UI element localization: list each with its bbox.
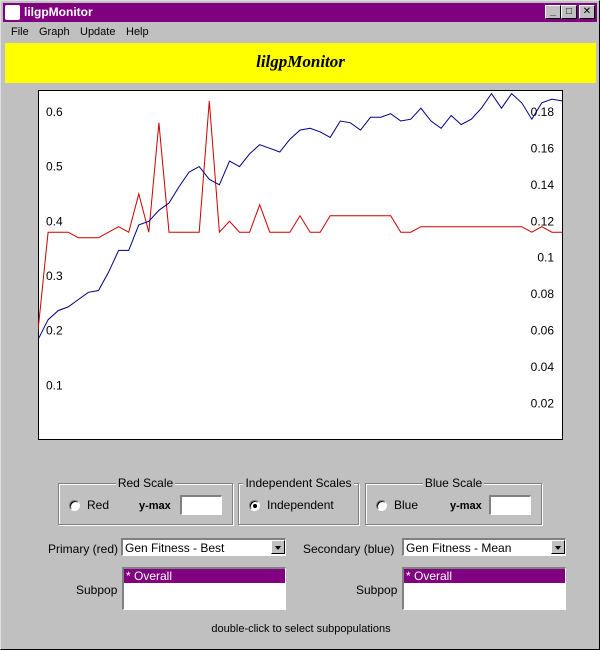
blue-radio-label: Blue — [394, 498, 419, 512]
list-item[interactable]: * Overall — [124, 569, 285, 583]
blue-radio[interactable] — [376, 500, 387, 511]
subpop-right-list[interactable] — [402, 567, 566, 610]
red-radio-label: Red — [87, 498, 110, 512]
red-scale-legend: Red Scale — [117, 476, 174, 490]
app-icon[interactable] — [5, 5, 20, 20]
red-ymax-input[interactable] — [180, 495, 222, 515]
right-tick-label: 0.18 — [530, 104, 554, 119]
secondary-select-value: Gen Fitness - Mean — [406, 541, 512, 555]
red-ymax-label: y-max — [139, 500, 171, 512]
left-tick-label: 0.2 — [46, 323, 63, 338]
chevron-down-icon[interactable] — [271, 540, 285, 554]
menu-update[interactable]: Update — [80, 26, 116, 38]
banner-title: lilgpMonitor — [256, 52, 345, 71]
window-title: lilgpMonitor — [24, 5, 93, 19]
chevron-down-icon[interactable] — [551, 540, 565, 554]
menu-bar — [3, 23, 597, 41]
blue-ymax-input[interactable] — [489, 495, 531, 515]
close-button[interactable]: ✕ — [579, 5, 595, 19]
chart-plot-area — [39, 91, 563, 440]
red-scale-group — [58, 476, 233, 525]
left-tick-label: 0.6 — [46, 104, 63, 119]
subpop-left-label: Subpop — [76, 583, 118, 597]
right-tick-label: 0.1 — [537, 250, 554, 265]
maximize-button[interactable]: □ — [561, 5, 577, 19]
banner — [5, 43, 596, 83]
right-tick-label: 0.14 — [530, 177, 554, 192]
fitness-chart — [38, 90, 563, 440]
independent-scales-group — [238, 476, 359, 525]
independent-scales-legend: Independent Scales — [245, 476, 352, 490]
right-tick-label: 0.02 — [530, 396, 554, 411]
primary-label: Primary (red) — [48, 542, 119, 556]
left-tick-label: 0.5 — [46, 159, 63, 174]
left-tick-label: 0.4 — [46, 214, 63, 229]
right-tick-label: 0.06 — [530, 323, 554, 338]
menu-help[interactable]: Help — [126, 26, 149, 38]
blue-ymax-label: y-max — [450, 500, 482, 512]
primary-select-value: Gen Fitness - Best — [125, 541, 225, 555]
subpop-right-label: Subpop — [356, 583, 398, 597]
title-bar[interactable] — [3, 3, 597, 22]
right-tick-label: 0.04 — [530, 360, 554, 375]
left-tick-label: 0.3 — [46, 268, 63, 283]
independent-radio-label: Independent — [267, 498, 334, 512]
menu-graph[interactable]: Graph — [39, 26, 70, 38]
right-tick-label: 0.08 — [530, 287, 554, 302]
secondary-select[interactable] — [402, 538, 566, 556]
menu-file[interactable]: File — [11, 26, 29, 38]
minimize-button[interactable]: _ — [545, 5, 561, 19]
independent-radio[interactable] — [249, 500, 260, 511]
blue-scale-legend: Blue Scale — [424, 476, 483, 490]
subpop-left-list[interactable] — [122, 567, 286, 610]
blue-scale-group — [365, 476, 542, 525]
hint-text: double-click to select subpopulations — [211, 623, 391, 635]
right-tick-label: 0.16 — [530, 141, 554, 156]
list-item[interactable]: * Overall — [404, 569, 565, 583]
secondary-label: Secondary (blue) — [303, 542, 395, 556]
red-radio[interactable] — [69, 500, 80, 511]
chart-svg — [38, 90, 563, 440]
left-tick-label: 0.1 — [46, 378, 63, 393]
primary-select[interactable] — [121, 538, 286, 556]
right-tick-label: 0.12 — [530, 214, 554, 229]
